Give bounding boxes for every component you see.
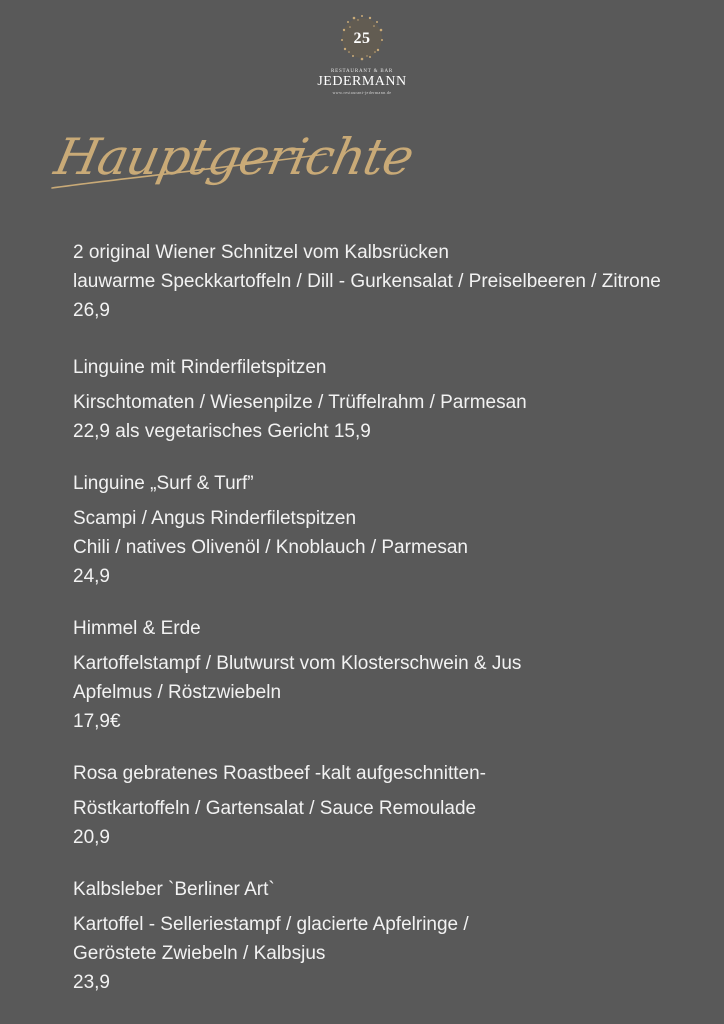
- dish-description: Scampi / Angus Rinderfiletspitzen: [73, 508, 357, 529]
- dish-item: [73, 875, 713, 997]
- dish-name: Kalbsleber `Berliner Art`: [73, 879, 275, 900]
- dish-item: [73, 469, 713, 591]
- restaurant-logo: [0, 10, 724, 95]
- section-title-text: Hauptgerichte: [49, 128, 419, 186]
- dish-name: Linguine mit Rinderfiletspitzen: [73, 357, 327, 378]
- dish-description: lauwarme Speckkartoffeln / Dill - Gurkensalat / Preiselbeeren / Zitrone: [73, 271, 661, 292]
- section-title: [48, 118, 419, 238]
- dish-description: Kartoffel - Selleriestampf / glacierte Apfelringe /: [73, 914, 469, 935]
- dish-item: [73, 238, 713, 325]
- dish-price: 17,9€: [73, 711, 121, 732]
- restaurant-name: JEDERMANN: [317, 74, 407, 89]
- dish-description: Chili / natives Olivenöl / Knoblauch / Parmesan: [73, 537, 468, 558]
- dish-description: Geröstete Zwiebeln / Kalbsjus: [73, 943, 326, 964]
- menu-list: [73, 238, 713, 997]
- dish-price: 22,9 als vegetarisches Gericht 15,9: [73, 421, 371, 442]
- dish-description: Kartoffelstampf / Blutwurst vom Klosterschwein & Jus: [73, 653, 522, 674]
- dish-name: Rosa gebratenes Roastbeef -kalt aufgeschnitten-: [73, 763, 486, 784]
- dish-price: 23,9: [73, 972, 110, 993]
- dish-description: Apfelmus / Röstzwiebeln: [73, 682, 282, 703]
- dish-description: Kirschtomaten / Wiesenpilze / Trüffelrahm / Parmesan: [73, 392, 527, 413]
- dish-name: Linguine „Surf & Turf”: [73, 473, 254, 494]
- dish-price: 26,9: [73, 300, 110, 321]
- dish-item: [73, 614, 713, 736]
- dish-price: 20,9: [73, 827, 110, 848]
- dish-price: 24,9: [73, 566, 110, 587]
- dish-name: Himmel & Erde: [73, 618, 201, 639]
- anniversary-number: 25: [353, 30, 371, 47]
- dish-item: [73, 353, 713, 446]
- dish-item: [73, 759, 713, 852]
- dish-description: Röstkartoffeln / Gartensalat / Sauce Remoulade: [73, 798, 477, 819]
- dish-name: 2 original Wiener Schnitzel vom Kalbsrücken: [73, 242, 449, 263]
- anniversary-badge: [330, 10, 394, 66]
- logo-tagline: www.restaurant-jedermann.de: [332, 90, 392, 95]
- logo-subtitle: RESTAURANT & BAR: [330, 69, 394, 74]
